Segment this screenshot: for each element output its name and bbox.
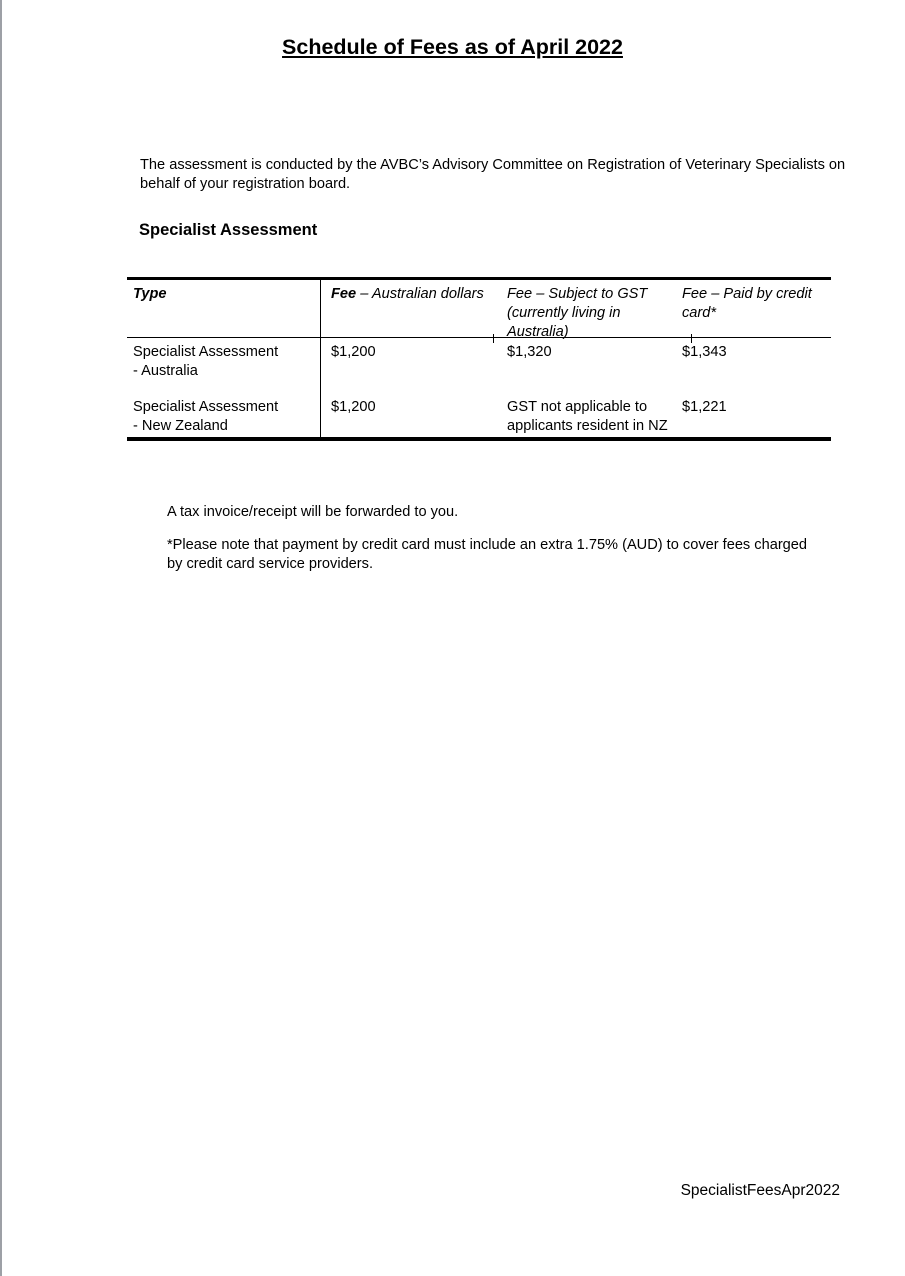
table-header-fee-gst: [507, 285, 647, 342]
table-header-fee-aud-bold: Fee: [331, 286, 357, 302]
table-header-fee-aud-rest: – Australian dollars: [356, 286, 484, 302]
intro-line-1: The assessment is conducted by the AVBC’s Advisory Committee on Registration of Veterinary Specialists on: [140, 157, 846, 173]
table-column-divider: [320, 280, 321, 437]
table-cell-boundary-tick: [493, 334, 494, 343]
credit-card-note: [167, 536, 807, 574]
table-row-nz-fee-credit: $1,221: [682, 399, 727, 415]
type-line-1: Specialist Assessment: [133, 344, 279, 360]
table-header-fee-credit: [682, 285, 812, 323]
invoice-note: A tax invoice/receipt will be forwarded to you.: [167, 504, 459, 520]
table-header-fee-aud: [331, 285, 484, 304]
credit-note-line-2: by credit card service providers.: [167, 556, 374, 572]
table-row-australia-fee-credit: $1,343: [682, 344, 727, 360]
table-header-fee-gst-line-1: Fee – Subject to GST: [507, 286, 648, 302]
table-cell-boundary-tick: [691, 334, 692, 343]
table-row-australia-fee-aud: $1,200: [331, 344, 376, 360]
table-header-underline: [127, 337, 831, 338]
table-header-fee-credit-line-2: card*: [682, 305, 717, 321]
table-header-type: Type: [133, 286, 167, 302]
type-line-2: - New Zealand: [133, 418, 228, 434]
gst-note-line-2: applicants resident in NZ: [507, 418, 668, 434]
fees-table: [127, 277, 831, 441]
table-row-nz-fee-gst: [507, 398, 668, 436]
credit-note-line-1: *Please note that payment by credit card must include an extra 1.75% (AUD) to cover fees charged: [167, 537, 808, 553]
intro-line-2: behalf of your registration board.: [140, 176, 351, 192]
page-edge-line: [0, 0, 2, 1276]
table-header-fee-credit-line-1: Fee – Paid by credit: [682, 286, 812, 302]
document-title: Schedule of Fees as of April 2022: [282, 35, 623, 59]
table-row-nz-type: [133, 398, 278, 436]
section-heading: Specialist Assessment: [139, 221, 318, 239]
intro-paragraph: [140, 156, 845, 194]
table-row-nz-fee-aud: $1,200: [331, 399, 376, 415]
type-line-2: - Australia: [133, 363, 198, 379]
table-row-australia-type: [133, 343, 278, 381]
gst-note-line-1: GST not applicable to: [507, 399, 648, 415]
table-row-australia-fee-gst: $1,320: [507, 344, 552, 360]
table-header-fee-gst-line-3: Australia): [507, 324, 569, 340]
type-line-1: Specialist Assessment: [133, 399, 279, 415]
table-header-fee-gst-line-2: (currently living in: [507, 305, 621, 321]
document-footer-filename: SpecialistFeesApr2022: [680, 1182, 840, 1199]
